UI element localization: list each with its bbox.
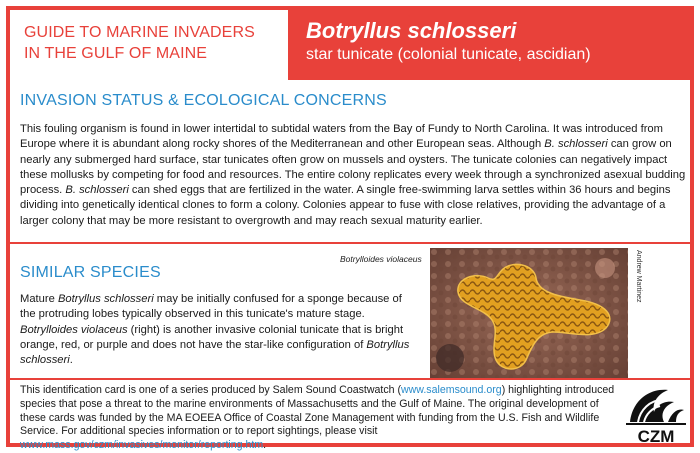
similar-species-ref-3: Botryllus schlosseri (20, 338, 410, 367)
similar-text-2: may be initially confused for a sponge because of the protruding lobes typically observed in this tunicate's mature stage. (20, 293, 402, 321)
guide-title-line2: IN THE GULF OF MAINE (24, 45, 208, 62)
similar-text-4: . (69, 354, 73, 367)
card-header (10, 10, 690, 80)
invasion-species-ref-2: B. schlosseri (65, 184, 129, 197)
invasion-text-2: can grow on nearly any submerged hard surface, star tunicates often grow on mussels and oysters. The tunicate colonies can negatively impact these mollusks by competing for food and resources. The entire colony replicates every week through a synchronized asexual budding process. (20, 138, 686, 197)
footer-text-3: . (263, 439, 267, 452)
similar-species-ref-2: Botrylloides violaceus (20, 323, 128, 336)
czm-logo (624, 382, 688, 444)
section-divider-2 (10, 378, 690, 380)
footer-text (20, 384, 620, 453)
czm-logo-text: CZM (637, 427, 675, 444)
similar-text-3: (right) is another invasive colonial tunicate that is bright orange, red, or purple and does not have the star-like configuration of (20, 323, 404, 351)
species-card (6, 6, 694, 452)
invasion-section-title: INVASION STATUS & ECOLOGICAL CONCERNS (20, 92, 387, 109)
footer-text-1: This identification card is one of a series produced by Salem Sound Coastwatch ( (20, 384, 401, 396)
wave-logo-icon (624, 382, 688, 444)
species-title-box (292, 10, 690, 80)
invasion-text-1: This fouling organism is found in lower intertidal to subtidal waters from the Bay of Fundy to North Carolina. It was introduced from Europe where it is abundant along rocky shores of the Mediterranean and other European seas. Although (20, 123, 663, 151)
botrylloides-photo-illustration (430, 248, 628, 378)
similar-text-1: Mature (20, 293, 58, 305)
salemsound-link[interactable]: www.salemsound.org (401, 384, 502, 396)
similar-section-title: SIMILAR SPECIES (20, 264, 161, 281)
photo-caption: Botrylloides violaceus (340, 254, 422, 264)
reporting-link[interactable]: www.mass.gov/czm/invasives/monitor/reporting.htm (20, 439, 264, 452)
guide-title-box (10, 10, 292, 80)
species-scientific-name: Botryllus schlosseri (306, 18, 517, 43)
photo-credit-box (632, 248, 644, 378)
footer-text-2: ) highlighting introduced species that pose a threat to the marine environments of Massachusetts and the Gulf of Maine. The original development of these cards was funded by the MA EOEEA Office of Coastal Zone Management with funding from the U.S. Fish and Wildlife Service. For additional species information or to report sightings, please visit (20, 384, 615, 438)
section-divider-1 (10, 242, 690, 244)
guide-title-line1: GUIDE TO MARINE INVADERS (24, 24, 255, 41)
species-photo (430, 248, 628, 378)
similar-species-ref-1: Botryllus schlosseri (57, 293, 154, 305)
species-common-name: star tunicate (colonial tunicate, ascidian) (306, 46, 591, 63)
photo-credit: Andrew Martinez (635, 250, 642, 303)
invasion-paragraph (20, 122, 686, 229)
similar-paragraph (20, 292, 420, 368)
invasion-text-3: can shed eggs that are fertilized in the water. A single free-swimming larva settles within 36 hours and begins dividing into genetically identical clones to form a colony. Colonies appear to fuse with close relatives, providing the advantage of a larger colony that may be more resistant to overgrowth and may reach sexual maturity earlier. (20, 184, 671, 227)
invasion-species-ref-1: B. schlosseri (544, 138, 608, 151)
